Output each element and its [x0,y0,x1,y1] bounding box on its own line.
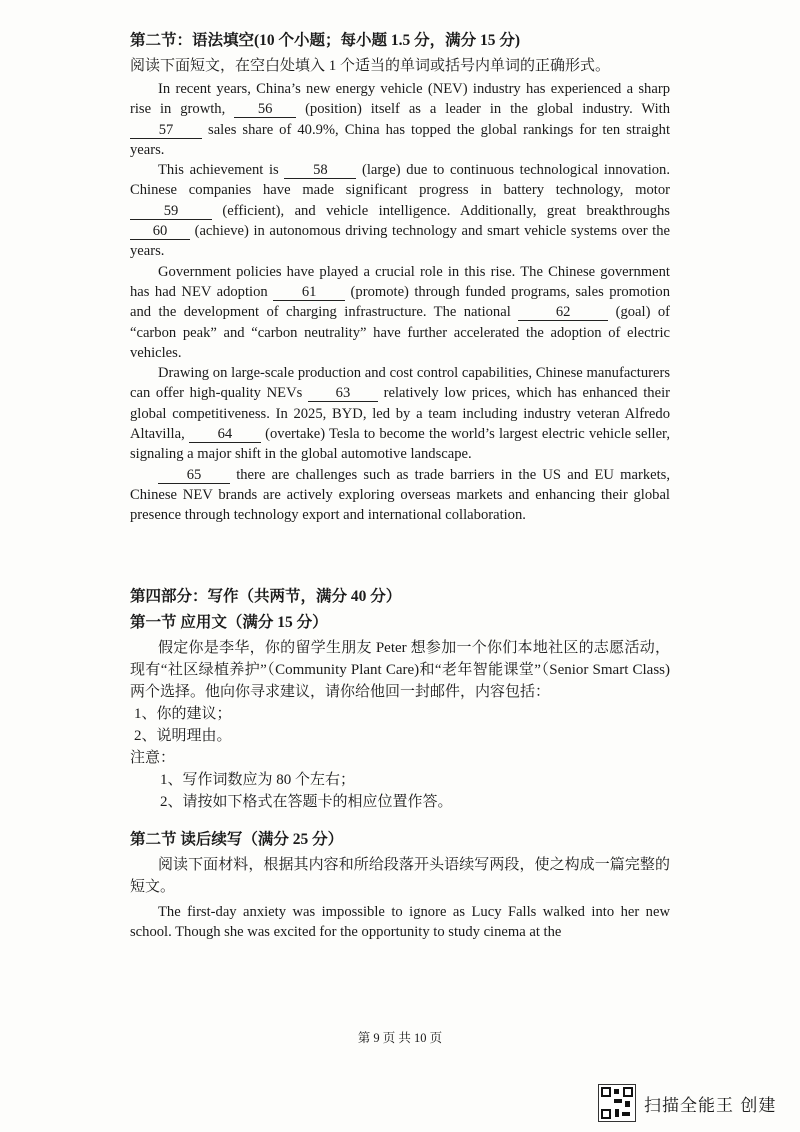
page-number: 第 9 页 共 10 页 [357,1031,443,1045]
text: (achieve) in autonomous driving technology and smart vehicle systems over the years. [130,223,670,260]
story-text: The first-day anxiety was impossible to ignore as Lucy Falls walked into her new school. Though she was excited for the opportunity to study cinema at the [130,904,670,941]
text: sales share of 40.9%, China has topped the global rankings for ten straight years. [130,121,670,158]
blank-58: 58 [284,163,356,179]
blank-60: 60 [130,224,190,240]
qr-code-icon [598,1084,636,1122]
requirement-item: 1、你的建议； [134,706,232,722]
paragraph-3 [130,262,670,363]
note-label: 注意： [130,750,176,766]
text: (efficient), and vehicle intelligence. Additionally, great breakthroughs [212,202,670,219]
text: there are challenges such as trade barriers in the US and EU markets, Chinese NEV brands are actively exploring overseas markets and enhancing their global presence through technology export and international collaboration. [130,466,670,524]
note-item: 2、请按如下格式在答题卡的相应位置作答。 [160,794,453,810]
blank-65: 65 [158,468,230,484]
requirement-item: 2、说明理由。 [134,728,232,744]
text: (promote) through funded programs, sales promotion and the development of charging infrastructure. The national [130,283,670,321]
section-heading: 第二节：语法填空(10 个小题；每小题 1.5 分，满分 15 分) [130,32,521,49]
writing-section [130,586,670,943]
section-instruction: 阅读下面短文，在空白处填入 1 个适当的单词或括号内单词的正确形式。 [130,58,611,74]
subsection-heading: 第二节 读后续写（满分 25 分） [130,831,344,848]
paragraph-1 [130,79,670,160]
text: This achievement is [158,162,285,179]
paragraph-4 [130,363,670,464]
blank-57: 57 [130,123,202,139]
paragraph-2 [130,160,670,261]
watermark-label: 扫描全能王 创建 [644,1095,777,1116]
blank-64: 64 [189,427,261,443]
grammar-section [130,30,670,526]
paragraph-5 [130,465,670,526]
blank-63: 63 [308,386,378,402]
text: Drawing on large-scale production and cost control capabilities, Chinese manufacturers can offer high-quality NEVs [130,365,670,402]
task-prompt: 阅读下面材料，根据其内容和所给段落开头语续写两段，使之构成一篇完整的短文。 [130,857,670,895]
text: In recent years, China’s new energy vehicle (NEV) industry has experienced a sharp rise in growth, [130,81,670,118]
scanner-watermark [598,1084,776,1122]
text: Government policies have played a crucial role in this rise. The Chinese government has had NEV adoption [130,263,670,300]
blank-59: 59 [130,204,212,220]
text: (overtake) Tesla to become the world’s largest electric vehicle seller, signaling a major shift in the global automotive landscape. [130,426,670,463]
blank-62: 62 [518,305,608,321]
text: relatively low prices, which has enhanced their global competitiveness. In 2025, BYD, led by a team including industry veteran Alfredo Altavilla, [130,385,670,443]
blank-61: 61 [273,285,345,301]
task-prompt: 假定你是李华，你的留学生朋友 Peter 想参加一个你们本地社区的志愿活动，现有“社区绿植养护”（Community Plant Care)和“老年智能课堂”（Senior Smart Class)两个选择。他向你寻求建议，请你给他回一封邮件，内容包括： [130,640,670,700]
note-item: 1、写作词数应为 80 个左右； [160,772,356,788]
text: (goal) of “carbon peak” and “carbon neutrality” have further accelerated the adoption of electric vehicles. [130,304,670,361]
text: (position) itself as a leader in the global industry. With [296,101,670,118]
subsection-heading: 第一节 应用文（满分 15 分） [130,614,328,631]
blank-56: 56 [234,102,296,118]
part-heading: 第四部分：写作（共两节，满分 40 分） [130,588,402,605]
text: (large) due to continuous technological innovation. Chinese companies have made significant progress in battery technology, motor [130,162,670,199]
